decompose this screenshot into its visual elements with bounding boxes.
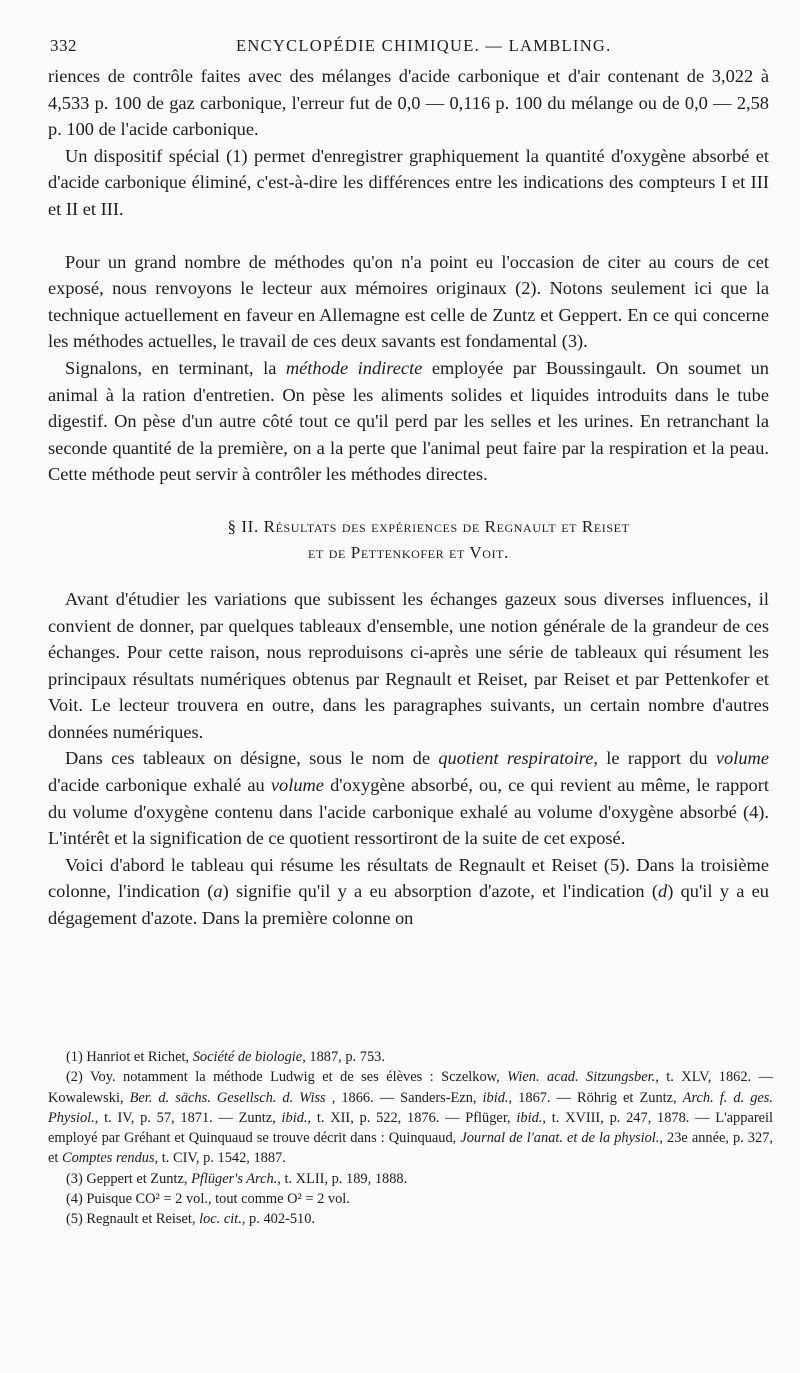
footnote-5: (5) Regnault et Reiset, loc. cit., p. 402-510. [66,1211,316,1228]
footnote-4: (4) Puisque CO² = 2 vol., tout comme O² = 2 vol. [66,1191,350,1208]
footnote-1: (1) Hanriot et Richet, Société de biologie, 1887, p. 753. [66,1049,385,1065]
paragraph-2: Un dispositif spécial (1) permet d'enregistrer graphiquement la quantité d'oxygène absorbé et d'acide carbonique éliminé, c'est-à-dire les différences entre les indications des compteurs I et III et II et III. [48,145,769,219]
body-text [48,63,769,932]
footnote-2: (2) Voy. notamment la méthode Ludwig et de ses élèves : Sczelkow, Wien. acad. Sitzungsber., t. XLV, 1862. — Kowalewski, Ber. d. sächs. Gesellsch. d. Wiss , 1866. — Sanders-Ezn, ibid., 1867. — Röhrig et Zuntz, Arch. f. d. ges. Physiol., t. IV, p. 57, 1871. — Zuntz, ibid., t. XII, p. 522, 1876. — Pflüger, ibid., t. XVIII, p. 247, 1878. — L'appareil employé par Gréhant et Quinquaud se trouve décrit dans : Quinquaud, Journal de l'anat. et de la physiol., 23e année, p. 327, et Comptes rendus, t. CIV, p. 1542, 1887. [48,1069,774,1167]
paragraph-5: Avant d'étudier les variations que subissent les échanges gazeux sous diverses influences, il convient de donner, par quelques tableaux d'ensemble, une notion générale de la grandeur de ces échanges. Pour cette raison, nous reproduisons ci-après une série de tableaux qui résument les principaux résultats numériques obtenus par Regnault et Reiset, par Reiset et par Pettenkofer et Voit. Le lecteur trouvera en outre, dans les paragraphes suivants, un certain nombre d'autres données numériques. [48,588,769,742]
footnote-3: (3) Geppert et Zuntz, Pflüger's Arch., t. XLII, p. 189, 1888. [66,1170,408,1187]
paragraph-4: Signalons, en terminant, la méthode indirecte employée par Boussingault. On soumet un animal à la ration d'entretien. On pèse les aliments solides et liquides introduits dans le tube digestif. On pèse d'un autre côté tout ce qu'il perd par les selles et les urines. En retranchant la seconde quantité de la première, on a la perte que l'animal peut faire par la respiration et la peau. Cette méthode peut servir à contrôler les méthodes directes. [48,357,769,485]
paragraph-7: Voici d'abord le tableau qui résume les résultats de Regnault et Reiset (5). Dans la troisième colonne, l'indication (a) signifie qu'il y a eu absorption d'azote, et l'indication (d) qu'il y a eu dégagement d'azote. Dans la première colonne on [48,854,770,929]
emphasis-a: a [213,881,223,902]
section-heading-line-1: § II. Résultats des expériences de Regnault et Reiset [227,516,630,536]
emphasis-volume: volume [270,775,324,796]
paragraph-6: Dans ces tableaux on désigne, sous le nom de quotient respiratoire, le rapport du volume d'acide carbonique exhalé au volume d'oxygène absorbé, ou, ce qui revient au même, le rapport du volume d'oxygène contenu dans l'acide carbonique exhalé au volume d'oxygène absorbé (4). L'intérêt et la signification de ce quotient ressortiront de la suite de cet exposé. [48,748,769,849]
emphasis-methode-indirecte: méthode indirecte [285,357,423,378]
page-number: 332 [50,36,77,55]
footnotes [48,1047,773,1230]
emphasis-volume: volume [715,748,769,769]
running-head [50,36,750,58]
emphasis-d: d [658,881,668,902]
paragraph-1: riences de contrôle faites avec des mélanges d'acide carbonique et d'air contenant de 3,022 à 4,533 p. 100 de gaz carbonique, l'erreur fut de 0,0 — 0,116 p. 100 du mélange ou de 0,0 — 2,58 p. 100 de l'acide carbonique. [48,66,769,140]
section-heading-line-2: et de Pettenkofer et Voit. [308,542,509,562]
paragraph-3: Pour un grand nombre de méthodes qu'on n'a point eu l'occasion de citer au cours de cet exposé, nous renvoyons le lecteur aux mémoires originaux (2). Notons seulement ici que la technique actuellement en faveur en Allemagne est celle de Zuntz et Geppert. En ce qui concerne les méthodes actuelles, le travail de ces deux savants est fondamental (3). [48,251,769,352]
section-heading [48,514,769,566]
running-title: ENCYCLOPÉDIE CHIMIQUE. — LAMBLING. [236,36,612,55]
emphasis-quotient-respiratoire: quotient respiratoire [438,748,594,769]
